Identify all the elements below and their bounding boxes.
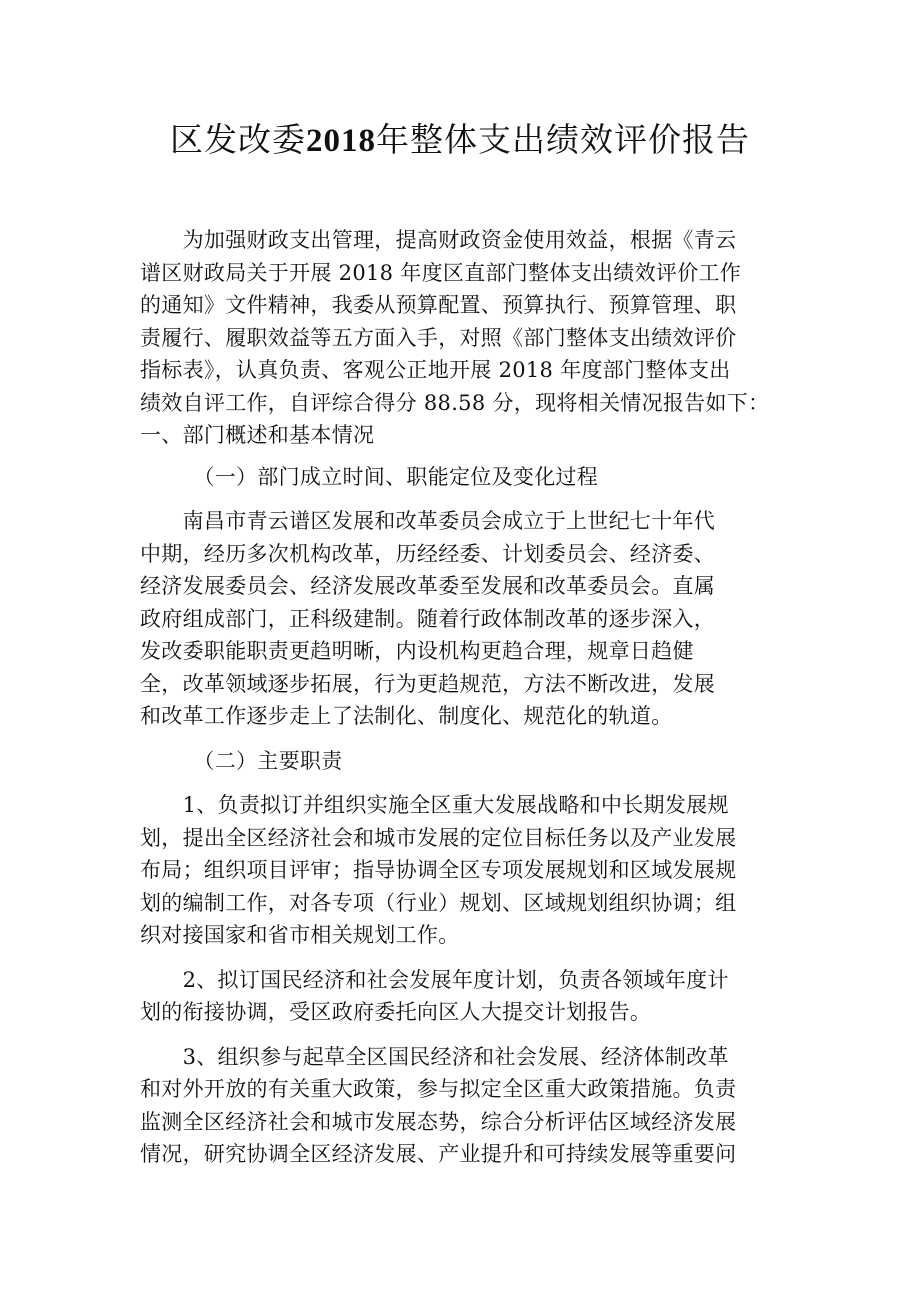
- spacer: [140, 777, 790, 789]
- paragraph-line: 发改委职能职责更趋明晰，内设机构更趋合理，规章日趋健: [140, 639, 694, 663]
- spacer: [140, 733, 790, 745]
- document-body: [140, 224, 790, 1171]
- paragraph-line: 和改革工作逐步走上了法制化、制度化、规范化的轨道。: [140, 704, 673, 728]
- paragraph-line: 划的衔接协调，受区政府委托向区人大提交计划报告。: [140, 1000, 652, 1024]
- spacer: [140, 952, 790, 964]
- subheading-line: （二）主要职责: [140, 748, 343, 773]
- duty-1-paragraph: [140, 789, 790, 952]
- paragraph-line: 1、负责拟订并组织实施全区重大发展战略和中长期发展规: [140, 793, 729, 817]
- intro-line: 责履行、履职效益等五方面入手，对照《部门整体支出绩效评价: [140, 325, 737, 350]
- paragraph-line: 南昌市青云谱区发展和改革委员会成立于上世纪七十年代: [140, 509, 716, 533]
- paragraph-line: 情况，研究协调全区经济发展、产业提升和可持续发展等重要问: [140, 1142, 737, 1166]
- subheading-duties: [140, 745, 790, 778]
- paragraph-line: 织对接国家和省市相关规划工作。: [140, 923, 460, 947]
- intro-line: 谱区财政局关于开展 2018 年度区直部门整体支出绩效评价工作: [140, 260, 742, 285]
- paragraph-line: 全，改革领域逐步拓展，行为更趋规范，方法不断改进，发展: [140, 671, 716, 696]
- duty-3-paragraph: [140, 1041, 790, 1171]
- intro-line: 为加强财政支出管理，提高财政资金使用效益，根据《青云: [140, 228, 737, 252]
- paragraph-line: 中期，经历多次机构改革，历经经委、计划委员会、经济委、: [140, 541, 716, 566]
- duty-2-paragraph: [140, 964, 790, 1029]
- title-prefix: 区发改委: [170, 120, 306, 159]
- spacer: [140, 452, 790, 461]
- title-suffix: 年整体支出绩效评价报告: [376, 120, 750, 159]
- paragraph-line: 布局；组织项目评审；指导协调全区专项发展规划和区域发展规: [140, 858, 737, 882]
- section-heading-1: 一、部门概述和基本情况: [140, 423, 375, 447]
- document-title: [0, 114, 920, 167]
- paragraph-line: 2、拟订国民经济和社会发展年度计划，负责各领域年度计: [140, 967, 729, 992]
- subheading-line: （一）部门成立时间、职能定位及变化过程: [140, 464, 599, 489]
- spacer: [140, 1029, 790, 1041]
- paragraph-line: 政府组成部门，正科级建制。随着行政体制改革的逐步深入，: [140, 606, 716, 631]
- paragraph-line: 3、组织参与起草全区国民经济和社会发展、经济体制改革: [140, 1044, 729, 1069]
- title-year: 2018: [306, 123, 376, 159]
- paragraph-line: 经济发展委员会、经济发展改革委至发展和改革委员会。直属: [140, 574, 716, 598]
- intro-line: 绩效自评工作，自评综合得分 88.58 分，现将相关情况报告如下：: [140, 390, 770, 415]
- spacer: [140, 493, 790, 505]
- paragraph-line: 监测全区经济社会和城市发展态势，综合分析评估区域经济发展: [140, 1109, 737, 1134]
- intro-paragraph: [140, 224, 790, 452]
- intro-line: 的通知》文件精神，我委从预算配置、预算执行、预算管理、职: [140, 293, 737, 317]
- founding-paragraph: [140, 505, 790, 733]
- paragraph-line: 和对外开放的有关重大政策，参与拟定全区重大政策措施。负责: [140, 1077, 737, 1101]
- paragraph-line: 划，提出全区经济社会和城市发展的定位目标任务以及产业发展: [140, 825, 737, 850]
- subheading-founding: [140, 461, 790, 494]
- paragraph-line: 划的编制工作，对各专项（行业）规划、区域规划组织协调；组: [140, 890, 737, 915]
- intro-line: 指标表》，认真负责、客观公正地开展 2018 年度部门整体支出: [140, 358, 731, 382]
